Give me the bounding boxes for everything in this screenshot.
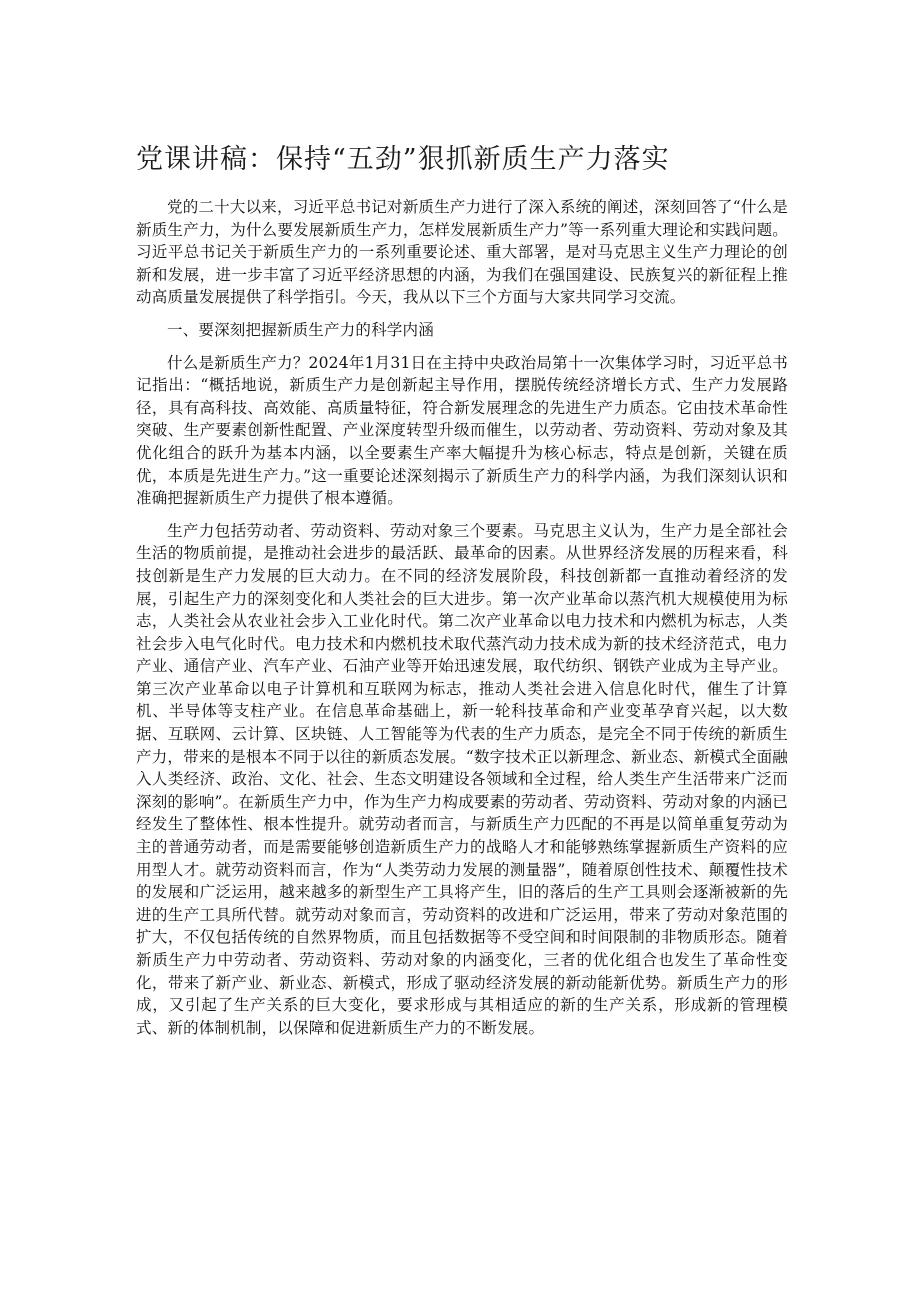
intro-paragraph: 党的二十大以来，习近平总书记对新质生产力进行了深入系统的阐述，深刻回答了“什么是新质生产力，为什么要发展新质生产力，怎样发展新质生产力”等一系列重大理论和实践问题。习近平总书记关于新质生产力的一系列重要论述、重大部署，是对马克思主义生产力理论的创新和发展，进一步丰富了习近平经济思想的内涵，为我们在强国建设、民族复兴的新征程上推动高质量发展提供了科学指引。今天，我从以下三个方面与大家共同学习交流。 <box>136 198 788 307</box>
section-1-paragraph-1: 什么是新质生产力？2024年1月31日在主持中央政治局第十一次集体学习时，习近平总书记指出：“概括地说，新质生产力是创新起主导作用，摆脱传统经济增长方式、生产力发展路径，具有高科技、高效能、高质量特征，符合新发展理念的先进生产力质态。它由技术革命性突破、生产要素创新性配置、产业深度转型升级而催生，以劳动者、劳动资料、劳动对象及其优化组合的跃升为基本内涵，以全要素生产率大幅提升为核心标志，特点是创新，关键在质优，本质是先进生产力。”这一重要论述深刻揭示了新质生产力的科学内涵，为我们深刻认识和准确把握新质生产力提供了根本遵循。 <box>136 353 788 508</box>
document-page <box>136 140 788 1039</box>
document-title: 党课讲稿：保持“五劲”狠抓新质生产力落实 <box>136 144 670 175</box>
section-1-heading: 一、要深刻把握新质生产力的科学内涵 <box>167 320 434 339</box>
section-1-paragraph-2: 生产力包括劳动者、劳动资料、劳动对象三个要素。马克思主义认为，生产力是全部社会生活的物质前提，是推动社会进步的最活跃、最革命的因素。从世界经济发展的历程来看，科技创新是生产力发展的巨大动力。在不同的经济发展阶段，科技创新都一直推动着经济的发展，引起生产力的深刻变化和人类社会的巨大进步。第一次产业革命以蒸汽机大规模使用为标志，人类社会从农业社会步入工业化时代。第二次产业革命以电力技术和内燃机为标志，人类社会步入电气化时代。电力技术和内燃机技术取代蒸汽动力技术成为新的技术经济范式，电力产业、通信产业、汽车产业、石油产业等开始迅速发展，取代纺织、钢铁产业成为主导产业。第三次产业革命以电子计算机和互联网为标志，推动人类社会进入信息化时代，催生了计算机、半导体等支柱产业。在信息革命基础上，新一轮科技革命和产业变革孕育兴起，以大数据、互联网、云计算、区块链、人工智能等为代表的生产力质态，是完全不同于传统的新质生产力，带来的是根本不同于以往的新质态发展。“数字技术正以新理念、新业态、新模式全面融入人类经济、政治、文化、社会、生态文明建设各领域和全过程，给人类生产生活带来广泛而深刻的影响”。在新质生产力中，作为生产力构成要素的劳动者、劳动资料、劳动对象的内涵已经发生了整体性、根本性提升。就劳动者而言，与新质生产力匹配的不再是以简单重复劳动为主的普通劳动者，而是需要能够创造新质生产力的战略人才和能够熟练掌握新质生产资料的应用型人才。就劳动资料而言，作为“人类劳动力发展的测量器”，随着原创性技术、颠覆性技术的发展和广泛运用，越来越多的新型生产工具将产生，旧的落后的生产工具则会逐渐被新的先进的生产工具所代替。就劳动对象而言，劳动资料的改进和广泛运用，带来了劳动对象范围的扩大，不仅包括传统的自然界物质，而且包括数据等不受空间和时间限制的非物质形态。随着新质生产力中劳动者、劳动资料、劳动对象的内涵变化，三者的优化组合也发生了革命性变化，带来了新产业、新业态、新模式，形成了驱动经济发展的新动能新优势。新质生产力的形成，又引起了生产关系的巨大变化，要求形成与其相适应的新的生产关系，形成新的管理模式、新的体制机制，以保障和促进新质生产力的不断发展。 <box>136 521 788 1037</box>
